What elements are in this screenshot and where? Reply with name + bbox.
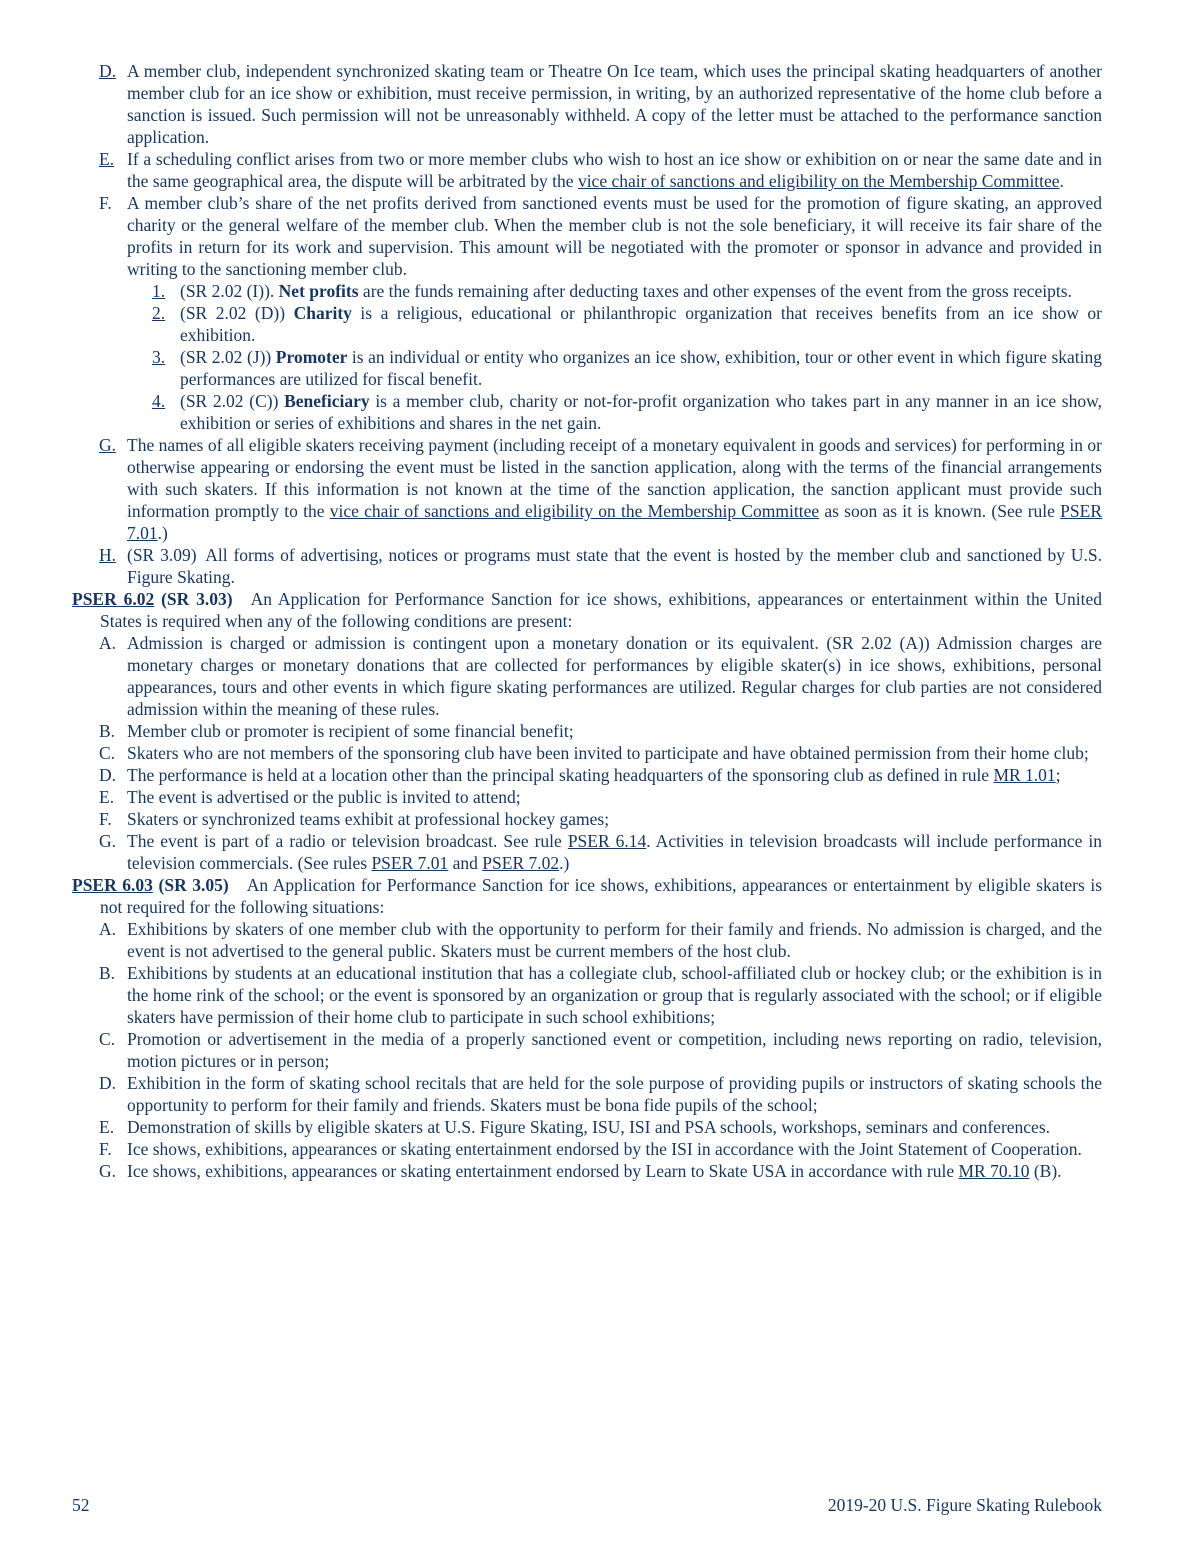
rule-link[interactable]: vice chair of sanctions and eligibility on the Membership Committee [329,501,820,521]
text-run: . [1059,171,1064,191]
text-run: A member club, independent synchronized skating team or Theatre On Ice team, which uses the principal skating headquarters of another member club for an ice show or exhibition, must receive permission, in writing, by an authorized representative of the home club before a sanction is issued. Such permission will not be unreasonably withheld. A copy of the letter must be attached to the performance sanction application. [127,61,1102,147]
item-label: H. [99,545,117,565]
defined-term: (SR 3.03) [154,589,233,609]
item-label: B. [99,963,116,983]
list-item [72,544,1102,588]
text-run: is a religious, educational or philanthropic organization that receives benefits from an ice show or exhibition. [180,303,1103,345]
list-item [72,192,1102,280]
text-run: Ice shows, exhibitions, appearances or skating entertainment endorsed by Learn to Skate USA in accordance with rule [127,1161,959,1181]
item-label: E. [99,787,115,807]
item-label: E. [99,149,115,169]
list-item [72,1028,1102,1072]
list-item [72,830,1102,874]
list-item [72,720,1102,742]
text-run: (SR 2.02 (J)) [180,347,276,367]
text-run: If a scheduling conflict arises from two or more member clubs who wish to host an ice show or exhibition on or near the same date and in the same geographical area, the dispute will be arbitrated by the [127,149,1102,191]
item-label: G. [99,831,117,851]
page-number: 52 [72,1495,90,1515]
text-run: is an individual or entity who organizes an ice show, exhibition, tour or other event in which figure skating performances are utilized for fiscal benefit. [180,347,1102,389]
text-run: (B). [1029,1161,1062,1181]
rule-link[interactable]: PSER 7.01 [371,853,449,873]
defined-term: PSER 6.02 [72,589,155,609]
rule-link[interactable]: MR 1.01 [993,765,1056,785]
text-run: The event is part of a radio or television broadcast. See rule [127,831,568,851]
text-run: .) [157,523,168,543]
list-item [72,764,1102,786]
list-item [72,962,1102,1028]
list-item [72,60,1102,148]
text-run: An Application for Performance Sanction for ice shows, exhibitions, appearances or entertainment by eligible skaters is not required for the following situations: [100,875,1103,917]
item-label: D. [99,765,117,785]
text-run: and [448,853,483,873]
text-run: ; [1055,765,1061,785]
item-label: A. [99,633,117,653]
defined-term: Net profits [278,281,359,301]
text-run: A member club’s share of the net profits derived from sanctioned events must be used for the promotion of figure skating, an approved charity or the general welfare of the member club. When the member club is not the sole beneficiary, it will receive its fair share of the profits in return for its work and supervision. This amount will be negotiated with the promoter or sponsor in advance and provided in writing to the sanctioning member club. [127,193,1102,279]
text-run: The event is advertised or the public is invited to attend; [127,787,521,807]
footer-book-title: 2019-20 U.S. Figure Skating Rulebook [827,1495,1102,1515]
item-label: 3. [152,347,166,367]
list-item [72,434,1102,544]
list-item [72,918,1102,962]
list-item [72,280,1102,302]
text-run: Exhibitions by skaters of one member club with the opportunity to perform for their family and friends. No admission is charged, and the event is not advertised to the general public. Skaters must be current members of the host club. [127,919,1102,961]
list-item [72,1160,1102,1182]
text-run: are the funds remaining after deducting taxes and other expenses of the event from the gross receipts. [358,281,1072,301]
item-label: A. [99,919,117,939]
list-item [72,808,1102,830]
item-label: F. [99,1139,112,1159]
list-item [72,632,1102,720]
text-run: The names of all eligible skaters receiving payment (including receipt of a monetary equivalent in goods and services) for performing in or otherwise appearing or endorsing the event must be listed in the sanction application, along with the terms of the financial arrangements with such skaters. If this information is not known at the time of the sanction application, the sanction applicant must provide such information promptly to the [127,435,1102,521]
list-item [72,390,1102,434]
list-item [72,1116,1102,1138]
defined-term: Promoter [275,347,348,367]
text-run: Skaters who are not members of the sponsoring club have been invited to participate and have obtained permission from their home club; [127,743,1089,763]
defined-term: Charity [293,303,352,323]
text-run: Skaters or synchronized teams exhibit at professional hockey games; [127,809,610,829]
text-run: (SR 2.02 (D)) [180,303,294,323]
item-label: 2. [152,303,166,323]
text-run: Admission is charged or admission is contingent upon a monetary donation or its equivalent. (SR 2.02 (A)) Admission charges are monetary charges or monetary donations that are collected for performances by eligible skater(s) in ice shows, exhibitions, personal appearances, tours and other events in which figure skating performances are utilized. Regular charges for club parties are not considered admission within the meaning of these rules. [127,633,1102,719]
list-item [72,786,1102,808]
text-run: An Application for Performance Sanction for ice shows, exhibitions, appearances or entertainment within the United States is required when any of the following conditions are present: [100,589,1103,631]
list-item [72,1138,1102,1160]
item-label: 4. [152,391,166,411]
rule-link[interactable]: MR 70.10 [958,1161,1030,1181]
rule-link[interactable]: PSER 6.14 [567,831,647,851]
list-item [72,302,1102,346]
item-label: G. [99,1161,117,1181]
text-run: The performance is held at a location other than the principal skating headquarters of the sponsoring club as defined in rule [127,765,994,785]
text-run: Exhibition in the form of skating school recitals that are held for the sole purpose of providing pupils or instructors of skating schools the opportunity to perform for their family and friends. Skaters must be bona fide pupils of the school; [127,1073,1102,1115]
text-run: is a member club, charity or not-for-profit organization who takes part in any manner in an ice show, exhibition or series of exhibitions and shares in the net gain. [180,391,1102,433]
defined-term: Beneficiary [284,391,370,411]
text-run: Exhibitions by students at an educational institution that has a collegiate club, school-affiliated club or hockey club; or the exhibition is in the home rink of the school; or the event is sponsored by an organization or group that is regularly associated with the school; or if eligible skaters have permission of their home club to participate in such school exhibitions; [127,963,1102,1027]
item-label: C. [99,1029,116,1049]
item-label: F. [99,809,112,829]
list-item [72,148,1102,192]
item-label: E. [99,1117,115,1137]
rule-link[interactable]: PSER 7.02 [482,853,560,873]
item-label: 1. [152,281,166,301]
item-label: G. [99,435,117,455]
text-run: Member club or promoter is recipient of some financial benefit; [127,721,574,741]
document-content [72,60,1102,1182]
text-run: .) [559,853,570,873]
defined-term: (SR 3.05) [152,875,229,895]
defined-term: PSER 6.03 [72,875,153,895]
text-run: (SR 2.02 (I)). [180,281,279,301]
text-run: (SR 3.09) All forms of advertising, notices or programs must state that the event is hosted by the member club and sanctioned by U.S. Figure Skating. [127,545,1102,587]
page-footer [72,1494,1102,1516]
list-item [72,1072,1102,1116]
item-label: D. [99,61,117,81]
rule-link[interactable]: vice chair of sanctions and eligibility on the Membership Committee [577,171,1060,191]
text-run: Ice shows, exhibitions, appearances or skating entertainment endorsed by the ISI in accordance with the Joint Statement of Cooperation. [127,1139,1082,1159]
text-run: Promotion or advertisement in the media of a properly sanctioned event or competition, including news reporting on radio, television, motion pictures or in person; [127,1029,1102,1071]
rule-paragraph [72,588,1102,632]
item-label: C. [99,743,116,763]
text-run: (SR 2.02 (C)) [180,391,285,411]
text-run: . Activities in television broadcasts will include performance in television commercials. (See rules [127,831,1102,873]
item-label: F. [99,193,112,213]
list-item [72,346,1102,390]
text-run: Demonstration of skills by eligible skaters at U.S. Figure Skating, ISU, ISI and PSA schools, workshops, seminars and conferences. [127,1117,1051,1137]
item-label: D. [99,1073,117,1093]
rule-paragraph [72,874,1102,918]
item-label: B. [99,721,116,741]
list-item [72,742,1102,764]
rule-link[interactable]: PSER 7.01 [127,501,1102,543]
text-run: as soon as it is known. (See rule [819,501,1061,521]
